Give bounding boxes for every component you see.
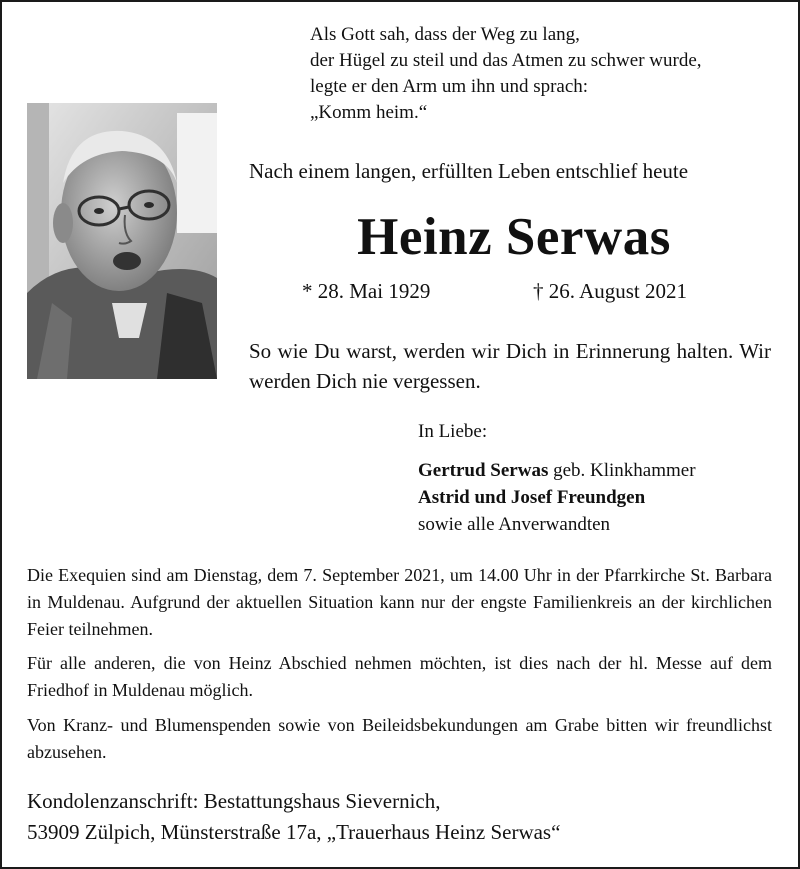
farewell-info-paragraph: Für alle anderen, die von Heinz Abschied nehmen möchten, ist dies nach der hl. Messe auf dem Friedhof in Muldenau möglich.	[27, 653, 772, 700]
family-member-note: geb. Klinkhammer	[553, 460, 696, 481]
address-line: 53909 Zülpich, Münsterstraße 17a, „Trauerhaus Heinz Serwas“	[27, 820, 561, 844]
funeral-info-paragraph: Die Exequien sind am Dienstag, dem 7. September 2021, um 14.00 Uhr in der Pfarrkirche St. Barbara in Muldenau. Aufgrund der aktuellen Situation kann nur der engste Familienkreis an der kirchlichen Feier teilnehmen.	[27, 565, 772, 639]
memorial-quote: So wie Du warst, werden wir Dich in Erinnerung halten. Wir werden Dich nie vergessen.	[249, 339, 771, 393]
poem	[310, 22, 780, 126]
condolence-request-paragraph: Von Kranz- und Blumenspenden sowie von Beileidsbekundungen am Grabe bitten wir freundlichst abzusehen.	[27, 715, 772, 762]
portrait-photo	[27, 103, 217, 379]
family-member-name: Astrid und Josef Freundgen	[418, 487, 646, 508]
birth-date: * 28. Mai 1929	[302, 279, 431, 303]
intro-text: Nach einem langen, erfüllten Leben entschlief heute	[249, 159, 689, 183]
poem-line: der Hügel zu steil und das Atmen zu schwer wurde,	[310, 50, 702, 71]
poem-line: legte er den Arm um ihn und sprach:	[310, 76, 589, 97]
address-line: Kondolenzanschrift: Bestattungshaus Sievernich,	[27, 789, 441, 813]
poem-line: Als Gott sah, dass der Weg zu lang,	[310, 24, 580, 45]
family-others: sowie alle Anverwandten	[418, 514, 611, 535]
family-member	[418, 484, 696, 511]
family-member-name: Gertrud Serwas	[418, 460, 549, 481]
family-signature	[418, 418, 696, 538]
poem-line: „Komm heim.“	[310, 102, 428, 123]
condolence-address	[27, 786, 560, 848]
deceased-name: Heinz Serwas	[357, 208, 671, 266]
death-date: † 26. August 2021	[533, 279, 688, 303]
family-heading: In Liebe:	[418, 421, 488, 442]
family-member	[418, 457, 696, 484]
